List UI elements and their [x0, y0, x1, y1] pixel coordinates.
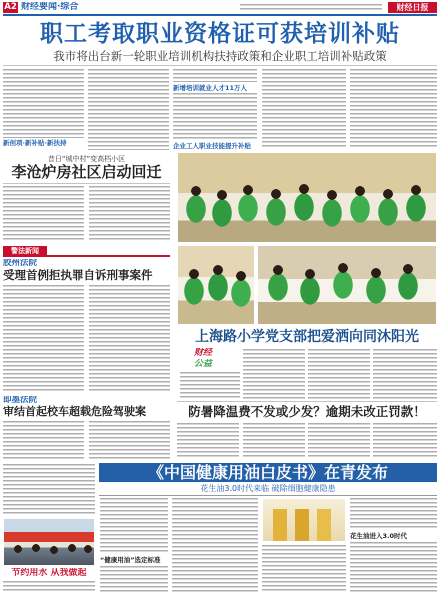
header-rule	[3, 14, 437, 16]
community-kicker: 昔日“城中村”变高档小区	[47, 155, 126, 163]
legal-section-tab: 警法新闻	[3, 246, 47, 256]
charity-logo-top: 财经	[193, 348, 212, 358]
water-saving-photo	[3, 518, 95, 566]
peanut-oil-product-photo	[262, 498, 346, 542]
community-headline: 李沧炉房社区启动回迁	[11, 163, 162, 181]
body-text-block	[173, 93, 257, 140]
body-text-block	[172, 498, 258, 592]
body-text-block	[3, 69, 84, 138]
body-text-block	[350, 542, 437, 592]
body-text-block	[100, 566, 168, 592]
body-text-block	[3, 285, 84, 393]
lead-subhead: 我市将出台新一轮职业培训机构扶持政策和企业职工培训补贴政策	[53, 49, 387, 63]
body-text-block	[89, 421, 170, 459]
water-saving-caption: 节约用水 从我做起	[11, 568, 87, 578]
ad-divider	[99, 495, 437, 496]
body-text-block	[262, 69, 346, 149]
body-text-block	[3, 421, 84, 459]
charity-logo	[180, 348, 226, 370]
volunteers-writing-photo	[177, 245, 255, 325]
lead-divider	[3, 65, 437, 66]
page-number-badge: A2	[4, 2, 17, 12]
body-text-block	[173, 69, 257, 82]
legal-source: 即墨法院	[3, 396, 38, 405]
body-text-block	[89, 285, 170, 393]
body-text-block	[100, 498, 168, 554]
body-text-block	[3, 186, 84, 242]
body-text-block	[180, 372, 240, 399]
labor-divider	[177, 401, 437, 402]
body-text-block	[373, 349, 437, 399]
lead-section-head: 企业工人职业技能提升补贴	[173, 142, 251, 150]
body-text-block	[3, 464, 95, 516]
charity-logo-bottom: 公益	[193, 359, 212, 369]
ad-section-head: 花生油进入3.0时代	[350, 532, 408, 540]
body-text-block	[350, 498, 437, 530]
legal-headline: 审结首起校车超载危险驾驶案	[3, 405, 146, 418]
body-text-block	[243, 423, 305, 459]
lead-headline: 职工考取职业资格证可获培训补贴	[40, 21, 400, 47]
masthead-badge: 财经日报	[388, 2, 437, 13]
body-text-block	[88, 69, 169, 150]
charity-headline: 上海路小学党支部把爱洒向同沐阳光	[195, 329, 419, 345]
body-text-block	[243, 349, 305, 399]
body-text-block	[350, 69, 437, 149]
volunteers-activity-photo	[257, 245, 437, 325]
body-text-block	[89, 186, 170, 242]
ad-section-head: “健康用油”选定标准	[100, 556, 161, 564]
legal-headline: 受理首例拒执罪自诉刑事案件	[3, 268, 153, 282]
body-text-block	[262, 545, 346, 592]
header-dateline	[240, 4, 382, 12]
volunteers-classroom-photo	[177, 152, 437, 243]
body-text-block	[373, 423, 437, 459]
body-text-block	[3, 581, 95, 591]
lead-section-head: 新创项·新补贴·新扶持	[3, 139, 67, 147]
ad-subtitle: 花生油3.0时代来临 破除细胞健康隐患	[200, 484, 336, 493]
body-text-block	[308, 423, 370, 459]
legal-source: 胶州法院	[3, 259, 38, 268]
labor-headline: 防暑降温费不发或少发？逾期未改正罚款！	[188, 404, 426, 419]
community-divider	[3, 183, 170, 184]
lead-section-head: 新增培训就业人才11万人	[173, 84, 248, 92]
body-text-block	[308, 349, 370, 399]
ad-title-banner: 《中国健康用油白皮书》在青发布	[99, 463, 437, 482]
section-label: 财经要闻·综合	[21, 2, 79, 12]
body-text-block	[177, 423, 239, 459]
